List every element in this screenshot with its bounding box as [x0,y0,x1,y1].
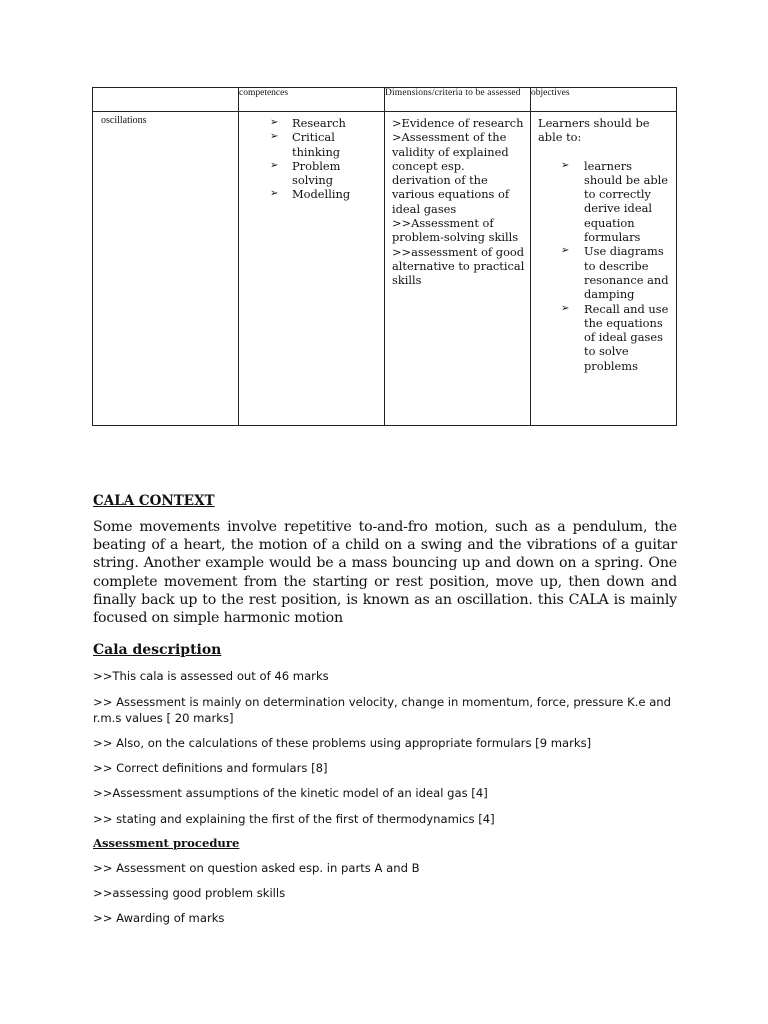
list-item: ➢ Research [270,116,346,130]
list-item: ➢ Problem solving [270,158,341,188]
list-item: ➢ Modelling [270,187,351,202]
assessment-procedure-heading: Assessment procedure [93,836,240,850]
context-paragraph: Some movements involve repetitive to-and-fro motion, such as a pendulum, the beating of a heart, the motion of a child on a swing and the vibrations of a guitar string. Another example would be a mass bouncing up and down on a spring. One complete movement from the starting or rest position, move up, then down and finally back up to the rest position, is known as an oscillation. this CALA is mainly focused on simple harmonic motion [93,519,677,627]
topic-label: oscillations [101,115,147,126]
objectives-cell [531,112,677,426]
procedure-line: >>assessing good problem skills [93,886,286,900]
description-line: >> Also, on the calculations of these problems using appropriate formulars [9 marks] [93,736,592,750]
arrow-bullet-icon: ➢ [561,245,570,257]
cala-description-heading: Cala description [93,642,222,658]
arrow-bullet-icon: ➢ [270,117,279,128]
header-cell-competences: competences [239,88,385,112]
list-item: ➢ learners should be able to correctly derive ideal equation formulars [561,158,669,245]
topic-cell [93,112,239,426]
assessment-criteria-table [92,87,677,426]
description-line: >> Correct definitions and formulars [8] [93,761,328,775]
cala-context-heading: CALA CONTEXT [93,493,215,509]
procedure-line: >> Awarding of marks [93,911,225,925]
dimensions-cell [385,112,531,426]
description-line: >> stating and explaining the first of the first of thermodynamics [4] [93,812,495,826]
header-cell-topic [93,88,239,112]
competences-list [239,112,384,202]
arrow-bullet-icon: ➢ [561,159,570,171]
arrow-bullet-icon: ➢ [561,302,570,314]
dimensions-text: >Evidence of research >Assessment of the validity of explained concept esp. derivation of the various equations of ideal gases >>Assessment of problem-solving skills >>assessment of good alternative to practical skills [392,116,525,288]
table-header-row [93,88,677,112]
description-line: >>This cala is assessed out of 46 marks [93,669,329,683]
header-cell-objectives: objectives [531,88,677,112]
procedure-line: >> Assessment on question asked esp. in parts A and B [93,861,420,875]
competences-cell [239,112,385,426]
arrow-bullet-icon: ➢ [270,131,279,143]
description-line: >> Assessment is mainly on determination velocity, change in momentum, force, pressure K.e and r.m.s values [ 20 marks] [93,695,671,725]
arrow-bullet-icon: ➢ [270,188,279,200]
list-item: ➢ Critical thinking [270,130,341,159]
table-row [93,112,677,426]
arrow-bullet-icon: ➢ [270,159,279,171]
list-item: ➢ Recall and use the equations of ideal gases to solve problems [561,301,669,373]
objectives-list [531,145,676,373]
description-line: >>Assessment assumptions of the kinetic model of an ideal gas [4] [93,786,488,800]
list-item: ➢ Use diagrams to describe resonance and damping [561,244,669,302]
objectives-intro: Learners should be able to: [538,116,650,145]
header-cell-dimensions: Dimensions/criteria to be assessed [385,88,531,112]
